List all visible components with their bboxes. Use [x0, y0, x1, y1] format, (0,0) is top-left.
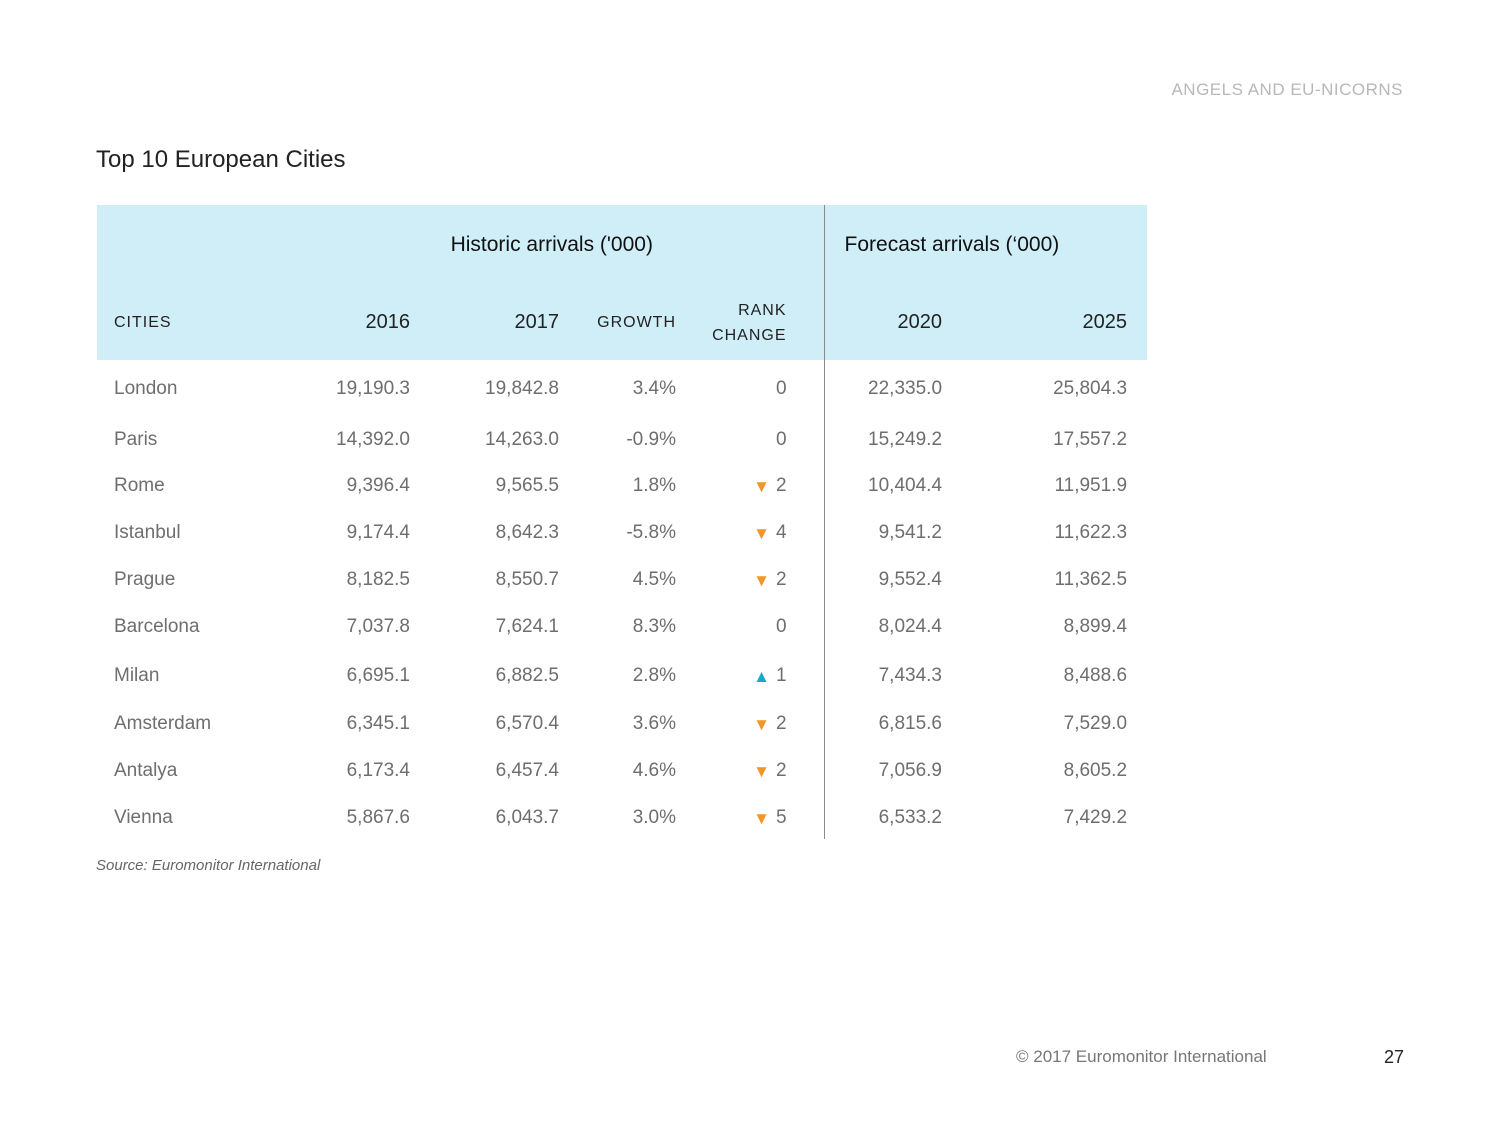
- rank-up-arrow-icon: ▲: [753, 666, 770, 686]
- value-2017-cell: 6,457.4: [495, 760, 559, 781]
- value-2016-cell: 19,190.3: [336, 378, 410, 399]
- value-2016-cell: 7,037.8: [346, 615, 410, 637]
- rank-change-cell: [676, 418, 824, 462]
- column-header-growth: GROWTH: [559, 285, 676, 360]
- rank-change-cell: [676, 462, 824, 510]
- table-row: [97, 649, 1147, 702]
- value-2016-cell: 6,173.4: [346, 760, 410, 781]
- growth-cell: -5.8%: [626, 522, 676, 543]
- rank-change-cell: [676, 797, 824, 839]
- source-note: Source: Euromonitor International: [96, 857, 321, 874]
- rank-change-value: 1: [775, 664, 787, 686]
- city-name-cell: Prague: [114, 569, 176, 590]
- rank-change-value: 0: [775, 429, 787, 450]
- value-2016-cell: 9,174.4: [346, 522, 410, 543]
- city-name-cell: Paris: [114, 429, 158, 450]
- document-header-label: ANGELS AND EU-NICORNS: [1171, 80, 1403, 99]
- column-header-2020: 2020: [824, 285, 942, 360]
- value-2017-cell: 14,263.0: [485, 429, 559, 450]
- value-2025-cell: 8,899.4: [1063, 615, 1128, 637]
- rank-down-arrow-icon: ▼: [753, 477, 770, 496]
- value-2016-cell: 8,182.5: [346, 569, 410, 590]
- value-2025-cell: 7,429.2: [1063, 807, 1128, 828]
- cities-table-container: [97, 205, 1147, 839]
- column-header-rank-change: [676, 285, 824, 360]
- rank-change-cell: [676, 556, 824, 604]
- city-name-cell: Milan: [114, 664, 160, 686]
- footer-copyright: © 2017 Euromonitor International: [1016, 1047, 1267, 1066]
- table-body: [97, 360, 1147, 839]
- rank-change-value: 2: [775, 760, 787, 781]
- column-header-2025: 2025: [942, 285, 1147, 360]
- rank-change-cell: [676, 649, 824, 702]
- rank-change-cell: [676, 604, 824, 649]
- city-name-cell: Barcelona: [114, 615, 200, 637]
- value-2016-cell: 14,392.0: [336, 429, 410, 450]
- forecast-group-label: Forecast arrivals (‘000): [844, 233, 1060, 256]
- table-row: [97, 702, 1147, 745]
- rank-change-value: 5: [775, 807, 787, 828]
- growth-cell: 3.0%: [632, 807, 676, 828]
- city-name-cell: Amsterdam: [114, 712, 212, 734]
- city-name-cell: Istanbul: [114, 522, 181, 543]
- group-header-row: [97, 205, 1147, 285]
- table-row: [97, 604, 1147, 649]
- city-name-cell: Vienna: [114, 807, 173, 828]
- value-2025-cell: 25,804.3: [1053, 378, 1128, 399]
- growth-cell: 1.8%: [632, 475, 676, 496]
- value-2017-cell: 8,550.7: [495, 569, 559, 590]
- city-name-cell: London: [114, 378, 178, 399]
- historic-group-header: [280, 205, 824, 285]
- rank-change-cell: [676, 745, 824, 797]
- rank-change-value: 0: [775, 615, 787, 637]
- value-2025-cell: 11,951.9: [1054, 475, 1128, 496]
- value-2020-cell: 10,404.4: [868, 475, 943, 496]
- rank-down-arrow-icon: ▼: [753, 524, 770, 543]
- table-row: [97, 418, 1147, 462]
- table-row: [97, 745, 1147, 797]
- column-header-2016: 2016: [280, 285, 410, 360]
- table-row: [97, 556, 1147, 604]
- page-number: 27: [1383, 1047, 1404, 1067]
- rank-change-value: 2: [775, 569, 787, 590]
- rank-change-cell: [676, 510, 824, 556]
- table-row: [97, 797, 1147, 839]
- table-row: [97, 462, 1147, 510]
- historic-group-label: Historic arrivals ('000): [450, 233, 653, 256]
- value-2017-cell: 19,842.8: [485, 378, 559, 399]
- rank-down-arrow-icon: ▼: [753, 809, 770, 828]
- value-2020-cell: 7,434.3: [878, 664, 943, 686]
- value-2017-cell: 6,570.4: [495, 712, 559, 734]
- growth-cell: 8.3%: [632, 615, 676, 637]
- value-2016-cell: 6,695.1: [346, 664, 410, 686]
- value-2025-cell: 17,557.2: [1053, 429, 1128, 450]
- growth-cell: 4.5%: [632, 569, 676, 590]
- forecast-group-header: [824, 205, 1147, 285]
- value-2025-cell: 8,488.6: [1063, 664, 1128, 686]
- page-title: Top 10 European Cities: [96, 146, 346, 173]
- value-2017-cell: 8,642.3: [495, 522, 559, 543]
- growth-cell: -0.9%: [626, 429, 676, 450]
- rank-header-line1: RANK: [738, 301, 787, 319]
- value-2020-cell: 15,249.2: [868, 429, 943, 450]
- value-2016-cell: 9,396.4: [346, 475, 410, 496]
- growth-cell: 4.6%: [632, 760, 676, 781]
- value-2020-cell: 8,024.4: [878, 615, 943, 637]
- value-2017-cell: 6,043.7: [495, 807, 559, 828]
- table-row: [97, 360, 1147, 418]
- rank-change-value: 4: [775, 522, 787, 543]
- rank-down-arrow-icon: ▼: [753, 762, 770, 781]
- value-2025-cell: 7,529.0: [1063, 712, 1128, 734]
- growth-cell: 3.6%: [632, 712, 676, 734]
- value-2025-cell: 11,362.5: [1054, 569, 1128, 590]
- value-2017-cell: 7,624.1: [495, 615, 559, 637]
- rank-down-arrow-icon: ▼: [753, 714, 770, 734]
- value-2020-cell: 6,815.6: [878, 712, 943, 734]
- rank-change-cell: [676, 702, 824, 745]
- empty-header-cell: [97, 205, 280, 285]
- growth-cell: 3.4%: [632, 378, 676, 399]
- rank-change-value: 2: [775, 712, 787, 734]
- rank-change-cell: [676, 360, 824, 418]
- rank-change-value: 0: [775, 378, 787, 399]
- value-2020-cell: 9,552.4: [878, 569, 943, 590]
- value-2025-cell: 11,622.3: [1054, 522, 1128, 543]
- value-2020-cell: 6,533.2: [878, 807, 943, 828]
- value-2020-cell: 7,056.9: [878, 760, 943, 781]
- growth-cell: 2.8%: [632, 664, 676, 686]
- city-name-cell: Antalya: [114, 760, 178, 781]
- rank-change-value: 2: [775, 475, 787, 496]
- rank-header-line2: CHANGE: [712, 326, 787, 344]
- rank-down-arrow-icon: ▼: [753, 571, 770, 590]
- table-row: [97, 510, 1147, 556]
- column-header-cities: CITIES: [97, 285, 280, 360]
- value-2020-cell: 22,335.0: [868, 378, 943, 399]
- value-2016-cell: 5,867.6: [346, 807, 410, 828]
- value-2020-cell: 9,541.2: [878, 522, 943, 543]
- cities-table: [97, 205, 1147, 839]
- value-2017-cell: 6,882.5: [495, 664, 559, 686]
- column-header-2017: 2017: [410, 285, 559, 360]
- city-name-cell: Rome: [114, 475, 165, 496]
- column-header-row: [97, 285, 1147, 360]
- value-2016-cell: 6,345.1: [346, 712, 410, 734]
- value-2017-cell: 9,565.5: [495, 475, 559, 496]
- value-2025-cell: 8,605.2: [1063, 760, 1128, 781]
